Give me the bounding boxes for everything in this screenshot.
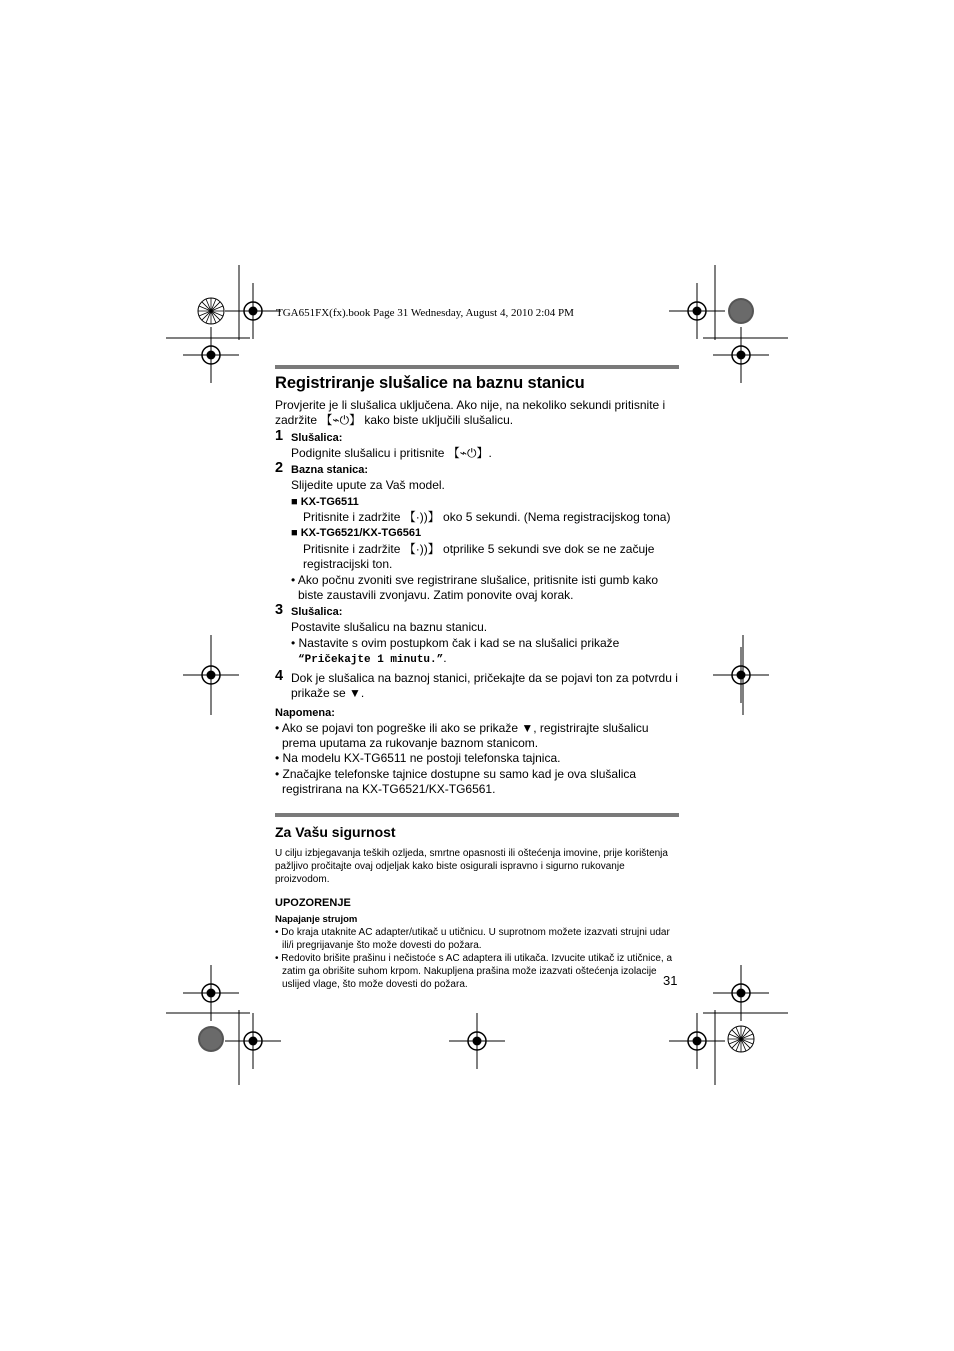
crosshair-icon <box>183 327 239 383</box>
intro-text: Provjerite je li slušalica uključena. Ako nije, na nekoliko sekundi pritisnite i zadržite 【⌁⏻】 kako biste uključili slušalicu. <box>275 398 666 428</box>
step-text: Podignite slušalicu i pritisnite 【⌁⏻】. <box>291 445 492 460</box>
step-number: 4 <box>275 667 284 684</box>
section-title: Registriranje slušalice na baznu stanicu <box>275 374 585 392</box>
step-number: 2 <box>275 460 284 477</box>
safety-bullet: • Do kraja utaknite AC adapter/utikač u utičnicu. U suprotnom možete izazvati strujni udar ili/i pregrijavanje što može dovesti do požara. <box>275 926 670 951</box>
crosshair-icon <box>669 283 725 339</box>
crosshair-icon <box>225 1013 281 1069</box>
crosshair-icon <box>225 283 281 339</box>
subheading: Napajanje strujom <box>275 913 358 925</box>
note-item: • Ako se pojavi ton pogreške ili ako se prikaže ▼, registrirajte slušalicu prema uputama za rukovanje baznom stanicom. <box>275 720 649 750</box>
safety-intro: U cilju izbjegavanja teških ozljeda, smrtne opasnosti ili oštećenja imovine, prije korištenja pažljivo pročitajte ovaj odjeljak kako biste osigurali ispravno i sigurno rukovanje proizvodom. <box>275 847 668 885</box>
note-title: Napomena: <box>275 706 335 719</box>
model-heading: ■ KX-TG6521/KX-TG6561 <box>291 527 422 540</box>
step-label: Bazna stanica: <box>291 464 369 477</box>
gray-circle-mark-icon <box>728 298 754 324</box>
note-item: • Na modelu KX-TG6511 ne postoji telefonska tajnica. <box>275 751 561 766</box>
star-mark-icon <box>728 1026 754 1052</box>
bullet-item: • Nastavite s ovim postupkom čak i kad se na slušalici prikaže “Pričekajte 1 minutu.”. <box>291 635 620 667</box>
model-heading: ■ KX-TG6511 <box>291 495 359 508</box>
model-text: Pritisnite i zadržite 【·))】 otprilike 5 sekundi sve dok se ne začuje registracijski ton. <box>303 541 655 572</box>
warning-heading: UPOZORENJE <box>275 896 351 909</box>
step-text: Slijedite upute za Vaš model. <box>291 478 445 493</box>
bullet-item: • Ako počnu zvoniti sve registrirane slušalice, pritisnite isti gumb kako biste zaustavili zvonjavu. Zatim ponovite ovaj korak. <box>291 572 659 603</box>
crosshair-icon <box>713 647 769 703</box>
gray-circle-mark-icon <box>198 1026 224 1052</box>
crosshair-icon <box>669 1013 725 1069</box>
step-number: 3 <box>275 602 284 619</box>
crosshair-icon <box>449 1013 505 1069</box>
page-number: 31 <box>663 973 678 988</box>
star-mark-icon <box>198 298 224 324</box>
step-text: Postavite slušalicu na baznu stanicu. <box>291 620 488 635</box>
section-title: Za Vašu sigurnost <box>275 823 396 840</box>
note-item: • Značajke telefonske tajnice dostupne su samo kad je ova slušalica registrirana na KX-TG6521/KX-TG6561. <box>275 766 637 797</box>
crosshair-icon <box>713 327 769 383</box>
step-label: Slušalica: <box>291 606 343 619</box>
step-label: Slušalica: <box>291 431 343 444</box>
safety-bullet: • Redovito brišite prašinu i nečistoće s AC adaptera ili utikača. Izvucite utikač iz utičnice, a zatim ga obrišite suhom krpom. Nakupljena prašina može izazvati oštećenja izolacije uslijed vlage, što može dovesti do požara. <box>275 952 673 990</box>
model-text: Pritisnite i zadržite 【·))】 oko 5 sekundi. (Nema registracijskog tona) <box>303 510 671 525</box>
print-header: TGA651FX(fx).book Page 31 Wednesday, August 4, 2010 2:04 PM <box>276 307 574 319</box>
display-message: “Pričekajte 1 minutu.” <box>298 654 444 667</box>
step-number: 1 <box>275 427 284 444</box>
step-text: Dok je slušalica na baznoj stanici, pričekajte da se pojavi ton za potvrdu i prikaže se ▼. <box>291 670 678 701</box>
